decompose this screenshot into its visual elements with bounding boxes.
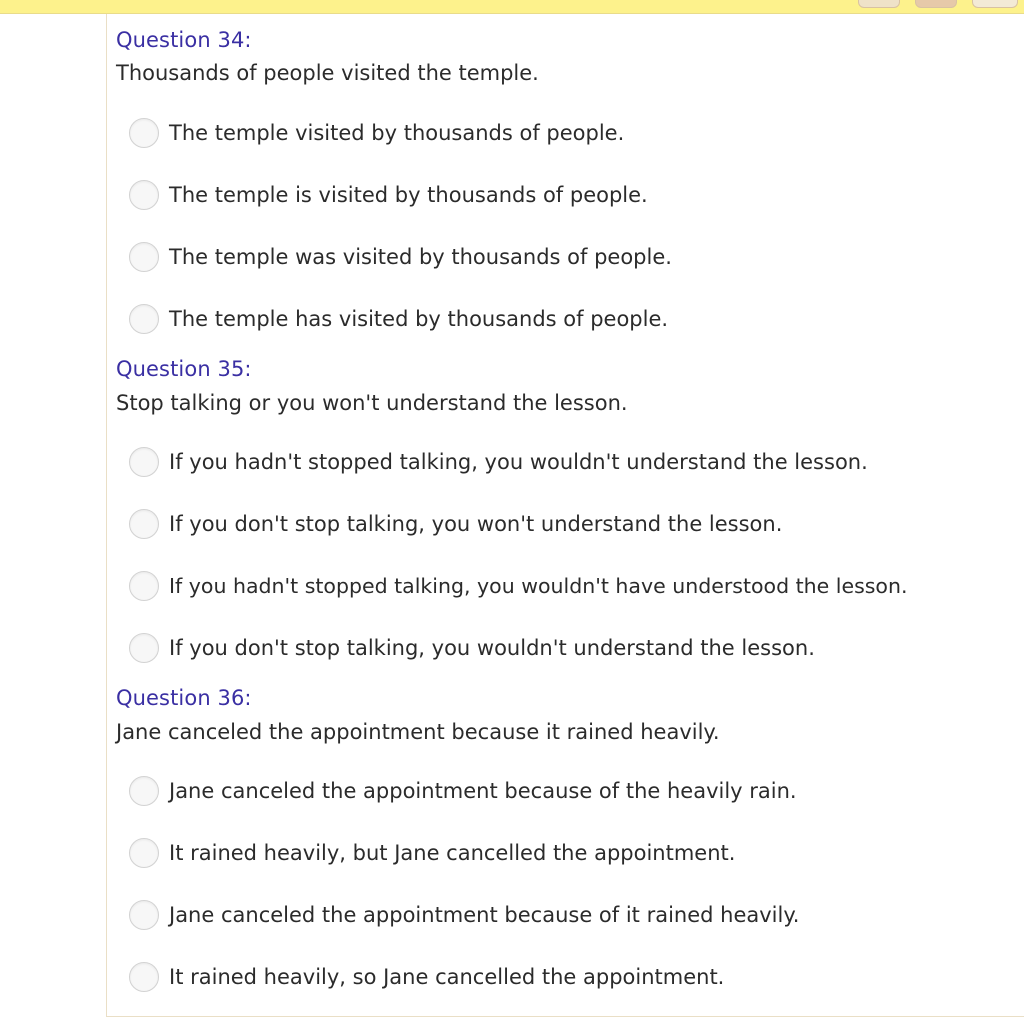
question-34-title: Question 34: — [116, 28, 252, 52]
radio-button[interactable] — [129, 509, 159, 539]
radio-button[interactable] — [129, 118, 159, 148]
toolbar-button-1[interactable] — [858, 0, 900, 8]
radio-button[interactable] — [129, 447, 159, 477]
option-label: If you hadn't stopped talking, you wouldn't have understood the lesson. — [169, 574, 908, 598]
question-36-stem: Jane canceled the appointment because it rained heavily. — [116, 720, 720, 744]
question-34-option-c[interactable] — [129, 240, 672, 274]
radio-button[interactable] — [129, 900, 159, 930]
radio-button[interactable] — [129, 838, 159, 868]
radio-button[interactable] — [129, 962, 159, 992]
option-label: It rained heavily, but Jane cancelled the appointment. — [169, 841, 736, 865]
question-35-option-d[interactable] — [129, 631, 815, 665]
question-34-option-b[interactable] — [129, 178, 648, 212]
radio-button[interactable] — [129, 242, 159, 272]
option-label: If you don't stop talking, you won't understand the lesson. — [169, 512, 783, 536]
question-35-option-c[interactable] — [129, 569, 907, 603]
question-36-title: Question 36: — [116, 686, 252, 710]
top-toolbar — [0, 0, 1024, 14]
option-label: The temple has visited by thousands of people. — [169, 307, 669, 331]
question-35-stem: Stop talking or you won't understand the lesson. — [116, 391, 628, 415]
option-label: If you don't stop talking, you wouldn't understand the lesson. — [169, 636, 815, 660]
radio-button[interactable] — [129, 571, 159, 601]
option-label: The temple was visited by thousands of people. — [169, 245, 672, 269]
option-label: Jane canceled the appointment because of it rained heavily. — [169, 903, 800, 927]
option-label: If you hadn't stopped talking, you wouldn't understand the lesson. — [169, 450, 868, 474]
radio-button[interactable] — [129, 304, 159, 334]
option-label: The temple is visited by thousands of people. — [169, 183, 648, 207]
radio-button[interactable] — [129, 633, 159, 663]
option-label: The temple visited by thousands of people. — [169, 121, 625, 145]
question-35-title: Question 35: — [116, 357, 252, 381]
radio-button[interactable] — [129, 776, 159, 806]
question-36-option-b[interactable] — [129, 836, 735, 870]
question-36-option-d[interactable] — [129, 960, 724, 994]
question-34-stem: Thousands of people visited the temple. — [116, 61, 539, 85]
question-36-option-a[interactable] — [129, 774, 797, 808]
toolbar-button-3[interactable] — [972, 0, 1018, 8]
question-35-option-a[interactable] — [129, 445, 868, 479]
option-label: It rained heavily, so Jane cancelled the appointment. — [169, 965, 725, 989]
question-34-option-a[interactable] — [129, 116, 624, 150]
option-label: Jane canceled the appointment because of the heavily rain. — [169, 779, 797, 803]
question-36-option-c[interactable] — [129, 898, 799, 932]
radio-button[interactable] — [129, 180, 159, 210]
question-35-option-b[interactable] — [129, 507, 782, 541]
question-34-option-d[interactable] — [129, 302, 668, 336]
toolbar-button-2[interactable] — [915, 0, 957, 8]
